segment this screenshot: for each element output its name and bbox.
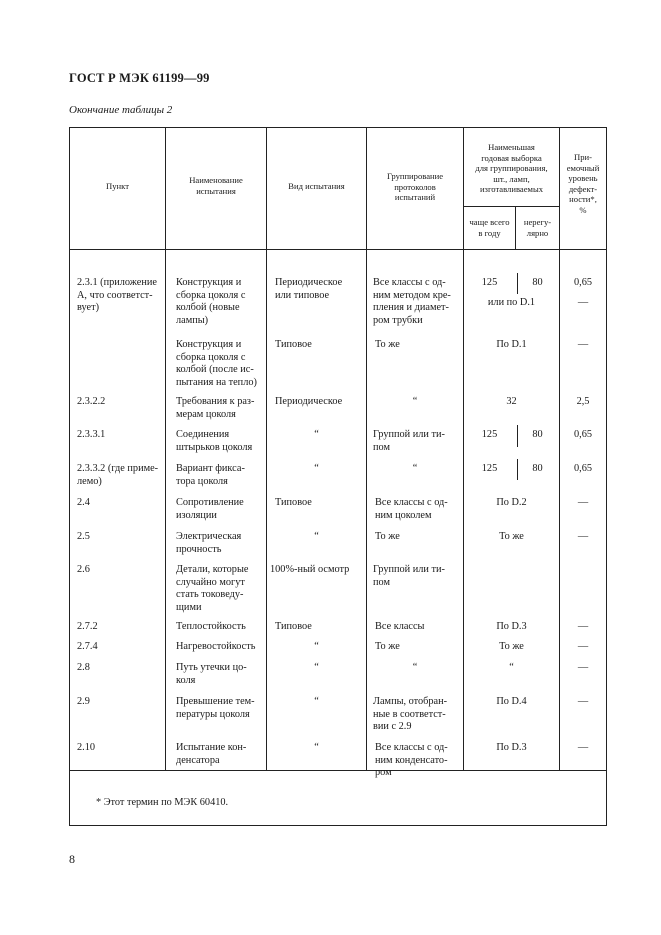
cell-test-type: Периодическое (275, 396, 343, 407)
footnote: * Этот термин по МЭК 60410. (96, 797, 229, 808)
header-freq-irregular: нерегу- лярно (523, 217, 552, 238)
cell-sample-span: “ (509, 662, 514, 673)
cell-grouping: Группой или ти- пом (373, 429, 445, 453)
header-grouping: Группирование протоколов испытаний (386, 171, 444, 202)
cell-test-name: Электрическая прочность (176, 531, 242, 555)
cell-test-name: Сопротивление изоляции (176, 497, 244, 521)
doc-title: ГОСТ Р МЭК 61199—99 (69, 71, 210, 85)
cell-sample-span: По D.1 (496, 339, 527, 350)
cell-sample-span: По D.3 (496, 742, 527, 753)
cell-test-name: Теплостойкость (176, 621, 246, 632)
cell-sample-irregular: 80 (532, 429, 543, 440)
cell-grouping: Лампы, отобран- ные в соответст- вии с 2.9 (373, 696, 448, 732)
cell-defect: — (577, 339, 589, 350)
header-item: Пункт (106, 181, 129, 191)
cell-test-type: “ (314, 641, 319, 652)
cell-test-name: Детали, которые случайно могут стать токоведу- щими (176, 564, 249, 613)
cell-defect: — (577, 641, 589, 652)
cell-defect: — (577, 497, 589, 508)
cell-defect: 0,65 (573, 277, 593, 288)
cell-grouping: Группой или ти- пом (373, 564, 445, 588)
footnote-rule (70, 770, 606, 771)
cell-defect: — (577, 531, 589, 542)
header-subrule (463, 206, 559, 207)
cell-test-type: Типовое (275, 621, 312, 632)
cell-test-type: “ (314, 429, 319, 440)
cell-sample-often: 125 (481, 429, 498, 440)
cell-test-type: Периодическое или типовое (275, 277, 343, 301)
cell-item: 2.8 (77, 662, 90, 673)
cell-defect: — (577, 696, 589, 707)
cell-item: 2.10 (77, 742, 96, 753)
cell-item: 2.7.2 (77, 621, 98, 632)
cell-sample-span: То же (499, 641, 524, 652)
cell-grouping: Все классы (375, 621, 425, 632)
cell-item: 2.3.2.2 (77, 396, 106, 407)
cell-test-name: Конструкция и сборка цоколя с колбой (после ис- пытания на тепло) (176, 339, 257, 388)
cell-test-name: Путь утечки цо- коля (176, 662, 247, 686)
cell-sample-irregular: 80 (532, 463, 543, 474)
header-test-name: Наименование испытания (189, 175, 243, 196)
cell-grouping: “ (412, 396, 418, 407)
cell-item: 2.5 (77, 531, 90, 542)
header-test-type: Вид испытания (288, 181, 345, 191)
cell-sample-span: 32 (506, 396, 517, 407)
cell-test-name: Соединения штырьков цоколя (176, 429, 253, 453)
cell-item: 2.6 (77, 564, 90, 575)
test-table (69, 127, 607, 826)
cell-grouping: То же (375, 339, 400, 350)
cell-sample-span: То же (499, 531, 524, 542)
cell-defect: — (577, 297, 589, 308)
table-caption: Окончание таблицы 2 (69, 104, 173, 116)
col-rule (165, 128, 166, 770)
cell-test-type: “ (314, 662, 319, 673)
cell-defect: — (577, 742, 589, 753)
cell-defect: — (577, 662, 589, 673)
cell-test-type: “ (314, 463, 319, 474)
cell-defect: 0,65 (573, 463, 593, 474)
cell-item: 2.9 (77, 696, 90, 707)
cell-item: 2.3.1 (приложение А, что соответст- вует) (77, 277, 157, 313)
cell-grouping: Все классы с од- ним конденсато- ром (375, 742, 448, 778)
cell-sample-span: или по D.1 (487, 297, 536, 308)
header-freq-often: чаще всего в году (469, 217, 510, 238)
cell-test-type: 100%-ный осмотр (270, 564, 350, 575)
header-bottom-rule (70, 249, 606, 250)
cell-test-name: Конструкция и сборка цоколя с колбой (новые лампы) (176, 277, 246, 326)
cell-test-type: “ (314, 742, 319, 753)
header-defect-level: При- емочный уровень дефект- ности*, % (566, 152, 600, 215)
cell-grouping: То же (375, 641, 400, 652)
cell-sample-irregular: 80 (532, 277, 543, 288)
cell-grouping: Все классы с од- ним цоколем (375, 497, 448, 521)
cell-defect: — (577, 621, 589, 632)
cell-item: 2.3.3.2 (где приме- лемо) (77, 463, 159, 487)
cell-test-name: Вариант фикса- тора цоколя (176, 463, 245, 487)
cell-defect: 2,5 (576, 396, 590, 407)
cell-grouping: То же (375, 531, 400, 542)
cell-test-type: “ (314, 696, 319, 707)
cell-test-name: Нагревостойкость (176, 641, 256, 652)
cell-test-type: Типовое (275, 497, 312, 508)
cell-grouping: “ (412, 463, 418, 474)
cell-item: 2.3.3.1 (77, 429, 106, 440)
cell-grouping: Все классы с од- ним методом кре- пления и диамет- ром трубки (373, 277, 451, 326)
cell-item: 2.4 (77, 497, 90, 508)
cell-test-name: Испытание кон- денсатора (176, 742, 247, 766)
cell-defect: 0,65 (573, 429, 593, 440)
cell-sample-span: По D.2 (496, 497, 527, 508)
cell-sample-span: По D.4 (496, 696, 527, 707)
cell-sample-span: По D.3 (496, 621, 527, 632)
cell-item: 2.7.4 (77, 641, 98, 652)
cell-test-type: Типовое (275, 339, 312, 350)
cell-sample-often: 125 (481, 463, 498, 474)
cell-sample-often: 125 (481, 277, 498, 288)
cell-test-name: Превышение тем- пературы цоколя (176, 696, 255, 720)
cell-grouping: “ (412, 662, 418, 673)
cell-test-name: Требования к раз- мерам цоколя (176, 396, 255, 420)
cell-test-type: “ (314, 531, 319, 542)
header-min-sample: Наименьшая годовая выборка для группирования, шт., ламп, изготавливаемых (475, 142, 548, 194)
page-number: 8 (69, 852, 75, 866)
